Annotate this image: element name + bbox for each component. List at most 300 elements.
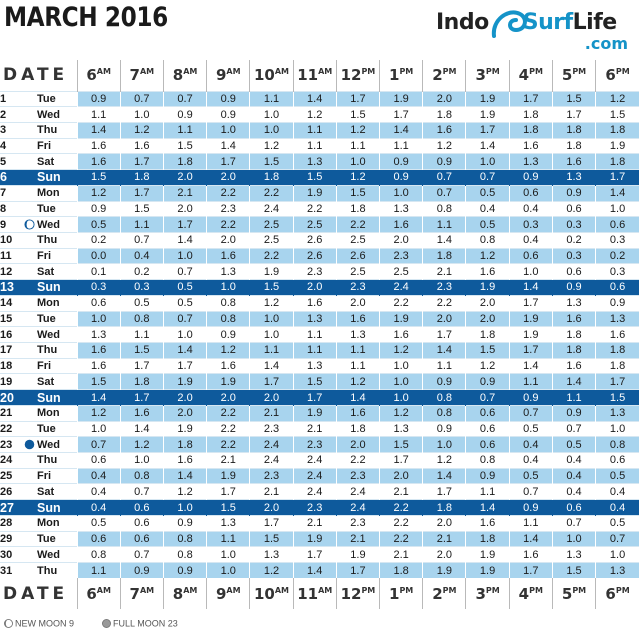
tide-height-cell: 1.9 — [380, 311, 423, 327]
tide-height-cell: 1.6 — [552, 358, 595, 374]
tide-height-cell: 0.9 — [77, 91, 120, 107]
tide-height-cell: 1.7 — [293, 547, 336, 563]
table-row — [0, 358, 639, 374]
weekday: Mon — [37, 515, 77, 531]
tide-height-cell: 1.9 — [466, 563, 509, 579]
table-row — [0, 138, 639, 154]
tide-height-cell: 1.1 — [423, 358, 466, 374]
tide-height-cell: 0.4 — [77, 500, 120, 516]
tide-height-cell: 1.0 — [380, 374, 423, 390]
tide-height-cell: 1.6 — [77, 154, 120, 170]
moon-cell — [21, 217, 37, 233]
tide-height-cell: 1.1 — [380, 138, 423, 154]
tide-height-cell: 0.6 — [77, 295, 120, 311]
tide-height-cell: 1.5 — [336, 107, 379, 123]
tide-height-cell: 1.8 — [466, 327, 509, 343]
tide-height-cell: 1.8 — [509, 107, 552, 123]
table-row — [0, 280, 639, 296]
tide-height-cell: 2.2 — [380, 515, 423, 531]
tide-height-cell: 2.1 — [163, 185, 206, 201]
tide-height-cell: 1.3 — [509, 154, 552, 170]
tide-height-cell: 1.0 — [380, 358, 423, 374]
hour-header: $4^{PM}$ — [509, 60, 552, 91]
tide-height-cell: 0.6 — [596, 217, 639, 233]
tide-height-cell: 2.0 — [380, 232, 423, 248]
tide-height-cell: 0.9 — [163, 563, 206, 579]
tide-height-cell: 0.7 — [120, 232, 163, 248]
tide-height-cell: 0.4 — [466, 201, 509, 217]
hour-header: $6^{PM}$ — [596, 60, 639, 91]
tide-height-cell: 1.1 — [509, 515, 552, 531]
tide-height-cell: 1.4 — [380, 122, 423, 138]
tide-height-cell: 1.9 — [336, 547, 379, 563]
tide-height-cell: 0.9 — [423, 374, 466, 390]
tide-height-cell: 0.7 — [509, 484, 552, 500]
table-row — [0, 500, 639, 516]
moon-cell — [21, 421, 37, 437]
moon-cell — [21, 91, 37, 107]
moon-cell — [21, 138, 37, 154]
tide-height-cell: 1.6 — [77, 343, 120, 359]
moon-cell — [21, 515, 37, 531]
moon-cell — [21, 280, 37, 296]
tide-height-cell: 0.4 — [509, 232, 552, 248]
crescent-moon-icon — [4, 619, 13, 628]
weekday: Fri — [37, 138, 77, 154]
tide-height-cell: 0.4 — [552, 484, 595, 500]
moon-cell — [21, 185, 37, 201]
tide-height-cell: 2.4 — [336, 500, 379, 516]
tide-height-cell: 0.4 — [509, 201, 552, 217]
tide-height-cell: 1.2 — [250, 295, 293, 311]
moon-cell — [21, 563, 37, 579]
hour-header: $8^{AM}$ — [163, 578, 206, 609]
tide-height-cell: 1.4 — [509, 531, 552, 547]
tide-height-cell: 1.0 — [207, 280, 250, 296]
tide-height-cell: 0.2 — [596, 248, 639, 264]
tide-height-cell: 2.2 — [207, 421, 250, 437]
tide-height-cell: 1.4 — [466, 500, 509, 516]
tide-height-cell: 0.1 — [77, 264, 120, 280]
tide-height-cell: 1.1 — [293, 327, 336, 343]
tide-height-cell: 2.2 — [380, 295, 423, 311]
day-number: 4 — [0, 138, 21, 154]
tide-height-cell: 1.7 — [509, 91, 552, 107]
tide-height-cell: 1.4 — [163, 343, 206, 359]
tide-height-cell: 1.0 — [207, 563, 250, 579]
tide-height-cell: 2.0 — [163, 170, 206, 186]
tide-height-cell: 1.2 — [466, 358, 509, 374]
tide-height-cell: 1.7 — [509, 343, 552, 359]
table-row — [0, 374, 639, 390]
tide-height-cell: 1.1 — [293, 343, 336, 359]
weekday: Thu — [37, 232, 77, 248]
tide-height-cell: 0.9 — [509, 170, 552, 186]
tide-height-cell: 1.6 — [336, 311, 379, 327]
tide-height-cell: 1.0 — [596, 201, 639, 217]
tide-height-cell: 2.4 — [250, 453, 293, 469]
tide-height-cell: 2.5 — [250, 232, 293, 248]
table-row — [0, 484, 639, 500]
day-number: 13 — [0, 280, 21, 296]
tide-height-cell: 1.1 — [250, 91, 293, 107]
tide-height-cell: 1.8 — [552, 122, 595, 138]
tide-height-cell: 1.7 — [380, 107, 423, 123]
tide-height-cell: 1.3 — [380, 201, 423, 217]
tide-height-cell: 2.1 — [293, 421, 336, 437]
tide-height-cell: 1.0 — [380, 390, 423, 406]
tide-height-cell: 1.8 — [250, 170, 293, 186]
tide-height-cell: 0.7 — [423, 185, 466, 201]
tide-height-cell: 2.3 — [207, 201, 250, 217]
tide-height-cell: 1.4 — [423, 468, 466, 484]
tide-height-cell: 1.4 — [423, 232, 466, 248]
weekday: Fri — [37, 468, 77, 484]
tide-height-cell: 1.0 — [509, 264, 552, 280]
tide-height-cell: 0.0 — [77, 248, 120, 264]
tide-height-cell: 2.4 — [293, 484, 336, 500]
tide-height-cell: 2.2 — [207, 185, 250, 201]
weekday: Sun — [37, 500, 77, 516]
hour-header: $5^{PM}$ — [552, 60, 595, 91]
tide-height-cell: 0.9 — [552, 405, 595, 421]
tide-height-cell: 0.5 — [163, 280, 206, 296]
tide-height-cell: 2.2 — [380, 531, 423, 547]
table-row — [0, 327, 639, 343]
tide-height-cell: 1.2 — [77, 185, 120, 201]
tide-height-cell: 2.6 — [336, 248, 379, 264]
tide-height-cell: 1.8 — [120, 170, 163, 186]
tide-height-cell: 0.9 — [207, 107, 250, 123]
tide-height-cell: 1.2 — [250, 138, 293, 154]
tide-height-cell: 1.9 — [466, 107, 509, 123]
hour-header: $10^{AM}$ — [250, 60, 293, 91]
weekday: Thu — [37, 453, 77, 469]
tide-height-cell: 0.7 — [163, 264, 206, 280]
tide-height-cell: 1.5 — [250, 154, 293, 170]
tide-height-cell: 1.7 — [120, 185, 163, 201]
tide-height-cell: 1.1 — [336, 358, 379, 374]
tide-height-cell: 1.2 — [423, 453, 466, 469]
hour-header: $10^{AM}$ — [250, 578, 293, 609]
tide-height-cell: 1.2 — [380, 343, 423, 359]
moon-cell — [21, 531, 37, 547]
tide-height-cell: 1.1 — [293, 138, 336, 154]
tide-height-cell: 0.6 — [466, 437, 509, 453]
tide-height-cell: 0.9 — [77, 201, 120, 217]
tide-height-cell: 1.6 — [77, 138, 120, 154]
table-row — [0, 453, 639, 469]
tide-height-cell: 0.5 — [77, 515, 120, 531]
tide-height-cell: 1.6 — [163, 453, 206, 469]
tide-height-cell: 2.1 — [380, 484, 423, 500]
day-number: 16 — [0, 327, 21, 343]
moon-cell — [21, 374, 37, 390]
tide-height-cell: 2.1 — [423, 264, 466, 280]
tide-height-cell: 2.3 — [293, 437, 336, 453]
moon-cell — [21, 343, 37, 359]
weekday: Sat — [37, 264, 77, 280]
tide-height-cell: 1.8 — [336, 421, 379, 437]
day-number: 31 — [0, 563, 21, 579]
day-number: 29 — [0, 531, 21, 547]
table-row — [0, 154, 639, 170]
moon-cell — [21, 295, 37, 311]
tide-height-cell: 1.6 — [509, 547, 552, 563]
tide-height-cell: 1.6 — [380, 327, 423, 343]
tide-height-cell: 1.8 — [552, 327, 595, 343]
tide-height-cell: 2.1 — [380, 547, 423, 563]
tide-height-cell: 1.7 — [466, 122, 509, 138]
tide-height-cell: 1.1 — [423, 217, 466, 233]
hour-header: $1^{PM}$ — [380, 578, 423, 609]
tide-height-cell: 1.0 — [423, 437, 466, 453]
tide-height-cell: 0.7 — [466, 390, 509, 406]
moon-cell — [21, 311, 37, 327]
table-row — [0, 547, 639, 563]
moon-cell — [21, 405, 37, 421]
tide-height-cell: 1.1 — [293, 122, 336, 138]
day-number: 30 — [0, 547, 21, 563]
tide-height-cell: 0.8 — [207, 295, 250, 311]
tide-height-cell: 0.9 — [509, 500, 552, 516]
hour-header: $8^{AM}$ — [163, 60, 206, 91]
moon-cell — [21, 358, 37, 374]
header-row-top — [0, 60, 639, 91]
tide-height-cell: 0.5 — [509, 421, 552, 437]
tide-height-cell: 2.4 — [293, 453, 336, 469]
tide-height-cell: 2.6 — [293, 232, 336, 248]
hour-header: $2^{PM}$ — [423, 60, 466, 91]
day-number: 8 — [0, 201, 21, 217]
weekday: Tue — [37, 91, 77, 107]
tide-height-cell: 2.1 — [336, 531, 379, 547]
tide-height-cell: 1.4 — [77, 390, 120, 406]
table-row — [0, 421, 639, 437]
tide-height-cell: 1.2 — [380, 405, 423, 421]
tide-height-cell: 2.3 — [336, 515, 379, 531]
tide-height-cell: 1.4 — [163, 232, 206, 248]
tide-height-cell: 0.6 — [552, 264, 595, 280]
tide-height-cell: 1.3 — [596, 405, 639, 421]
table-row — [0, 311, 639, 327]
tide-height-cell: 1.3 — [552, 295, 595, 311]
tide-height-cell: 2.2 — [380, 500, 423, 516]
tide-height-cell: 1.7 — [596, 170, 639, 186]
tide-height-cell: 1.5 — [552, 563, 595, 579]
tide-height-cell: 1.5 — [250, 531, 293, 547]
tide-height-cell: 1.3 — [552, 547, 595, 563]
tide-height-cell: 2.0 — [207, 232, 250, 248]
table-row — [0, 170, 639, 186]
tide-height-cell: 0.4 — [120, 248, 163, 264]
tide-height-cell: 0.6 — [120, 515, 163, 531]
tide-height-cell: 0.3 — [552, 248, 595, 264]
tide-height-cell: 0.7 — [466, 170, 509, 186]
day-number: 7 — [0, 185, 21, 201]
tide-height-cell: 2.3 — [293, 264, 336, 280]
moon-cell — [21, 122, 37, 138]
tide-height-cell: 2.3 — [336, 468, 379, 484]
crescent-moon-icon — [24, 219, 35, 230]
tide-height-cell: 0.9 — [380, 154, 423, 170]
hour-header: $11^{AM}$ — [293, 578, 336, 609]
weekday: Mon — [37, 185, 77, 201]
day-number: 25 — [0, 468, 21, 484]
tide-height-cell: 0.8 — [423, 201, 466, 217]
tide-height-cell: 0.9 — [596, 295, 639, 311]
moon-cell — [21, 248, 37, 264]
tide-height-cell: 2.1 — [250, 484, 293, 500]
tide-height-cell: 0.6 — [77, 453, 120, 469]
tide-height-cell: 1.6 — [336, 405, 379, 421]
tide-height-cell: 1.7 — [250, 515, 293, 531]
tide-height-cell: 0.8 — [77, 547, 120, 563]
tide-height-cell: 2.0 — [207, 390, 250, 406]
tide-height-cell: 0.9 — [423, 154, 466, 170]
tide-height-cell: 1.4 — [596, 185, 639, 201]
tide-height-cell: 0.3 — [552, 217, 595, 233]
day-number: 28 — [0, 515, 21, 531]
moon-cell — [21, 154, 37, 170]
tide-height-cell: 0.2 — [552, 232, 595, 248]
tide-height-cell: 0.5 — [77, 217, 120, 233]
day-number: 17 — [0, 343, 21, 359]
tide-height-cell: 1.0 — [120, 453, 163, 469]
tide-height-cell: 0.4 — [509, 453, 552, 469]
header-row-bottom — [0, 578, 639, 609]
tide-height-cell: 1.7 — [336, 91, 379, 107]
moon-cell — [21, 327, 37, 343]
weekday: Mon — [37, 295, 77, 311]
tide-height-cell: 0.7 — [77, 437, 120, 453]
hour-header: $12^{PM}$ — [336, 60, 379, 91]
table-row — [0, 248, 639, 264]
tide-height-cell: 1.2 — [250, 563, 293, 579]
tide-height-cell: 2.0 — [336, 437, 379, 453]
tide-height-cell: 0.7 — [163, 91, 206, 107]
tide-height-cell: 1.1 — [336, 138, 379, 154]
tide-height-cell: 1.0 — [250, 107, 293, 123]
tide-height-cell: 1.8 — [596, 154, 639, 170]
day-number: 27 — [0, 500, 21, 516]
tide-height-cell: 2.0 — [466, 295, 509, 311]
tide-height-cell: 1.4 — [293, 91, 336, 107]
tide-height-cell: 1.7 — [509, 295, 552, 311]
tide-height-cell: 0.8 — [423, 405, 466, 421]
table-row — [0, 232, 639, 248]
tide-height-cell: 1.0 — [163, 248, 206, 264]
hour-header: $5^{PM}$ — [552, 578, 595, 609]
tide-height-cell: 0.5 — [552, 437, 595, 453]
tide-height-cell: 0.5 — [466, 217, 509, 233]
tide-height-cell: 1.3 — [293, 154, 336, 170]
tide-height-cell: 0.8 — [423, 390, 466, 406]
tide-height-cell: 1.6 — [207, 248, 250, 264]
tide-height-cell: 1.7 — [509, 563, 552, 579]
tide-height-cell: 1.9 — [207, 468, 250, 484]
tide-height-cell: 2.0 — [466, 311, 509, 327]
tide-height-cell: 2.2 — [207, 437, 250, 453]
tide-height-cell: 0.5 — [163, 295, 206, 311]
tide-height-cell: 1.7 — [163, 358, 206, 374]
weekday: Sun — [37, 390, 77, 406]
tide-height-cell: 2.0 — [250, 390, 293, 406]
tide-height-cell: 0.4 — [552, 468, 595, 484]
tide-height-cell: 2.0 — [293, 280, 336, 296]
tide-height-cell: 1.3 — [207, 264, 250, 280]
tide-height-cell: 0.3 — [509, 217, 552, 233]
tide-height-cell: 1.6 — [466, 264, 509, 280]
tide-height-cell: 1.0 — [163, 327, 206, 343]
tide-height-cell: 0.6 — [552, 500, 595, 516]
tide-height-cell: 0.7 — [509, 405, 552, 421]
tide-height-cell: 0.5 — [596, 515, 639, 531]
full-moon-icon — [102, 619, 111, 628]
tide-height-cell: 2.0 — [423, 515, 466, 531]
tide-height-cell: 0.8 — [596, 437, 639, 453]
tide-height-cell: 0.3 — [596, 264, 639, 280]
tide-height-cell: 1.7 — [120, 390, 163, 406]
tide-height-cell: 1.6 — [293, 295, 336, 311]
tide-height-cell: 2.0 — [207, 170, 250, 186]
tide-height-cell: 2.5 — [336, 264, 379, 280]
tide-height-cell: 1.8 — [596, 343, 639, 359]
indosurflife-logo[interactable] — [436, 4, 634, 54]
tide-height-cell: 1.7 — [423, 484, 466, 500]
tide-height-cell: 0.9 — [380, 170, 423, 186]
tide-height-cell: 1.6 — [509, 138, 552, 154]
hour-header: $7^{AM}$ — [120, 578, 163, 609]
date-column-footer: DATE — [3, 583, 69, 604]
tide-height-cell: 1.3 — [77, 327, 120, 343]
tide-height-cell: 1.1 — [336, 343, 379, 359]
tide-height-cell: 1.9 — [250, 264, 293, 280]
tide-height-cell: 0.9 — [120, 563, 163, 579]
page-title: MARCH 2016 — [4, 2, 168, 33]
table-row — [0, 405, 639, 421]
tide-height-cell: 1.1 — [552, 390, 595, 406]
tide-height-cell: 1.4 — [207, 138, 250, 154]
tide-height-cell: 1.4 — [163, 468, 206, 484]
tide-height-cell: 0.6 — [552, 201, 595, 217]
table-row — [0, 563, 639, 579]
tide-height-cell: 1.9 — [466, 280, 509, 296]
moon-cell — [21, 468, 37, 484]
tide-height-cell: 1.7 — [552, 107, 595, 123]
hour-header: $11^{AM}$ — [293, 60, 336, 91]
tide-height-cell: 1.7 — [293, 390, 336, 406]
tide-height-cell: 0.9 — [552, 280, 595, 296]
day-number: 5 — [0, 154, 21, 170]
table-row — [0, 531, 639, 547]
tide-height-cell: 0.9 — [163, 107, 206, 123]
tide-height-cell: 2.3 — [250, 421, 293, 437]
tide-height-cell: 1.9 — [293, 405, 336, 421]
day-number: 20 — [0, 390, 21, 406]
tide-height-cell: 2.4 — [250, 437, 293, 453]
tide-height-cell: 1.2 — [423, 138, 466, 154]
tide-height-cell: 1.6 — [120, 138, 163, 154]
tide-height-cell: 0.8 — [120, 311, 163, 327]
day-number: 14 — [0, 295, 21, 311]
weekday: Sat — [37, 154, 77, 170]
tide-height-cell: 2.2 — [293, 201, 336, 217]
tide-height-cell: 1.4 — [250, 358, 293, 374]
tide-height-cell: 0.7 — [120, 547, 163, 563]
tide-height-cell: 1.7 — [163, 217, 206, 233]
tide-height-cell: 1.5 — [120, 343, 163, 359]
